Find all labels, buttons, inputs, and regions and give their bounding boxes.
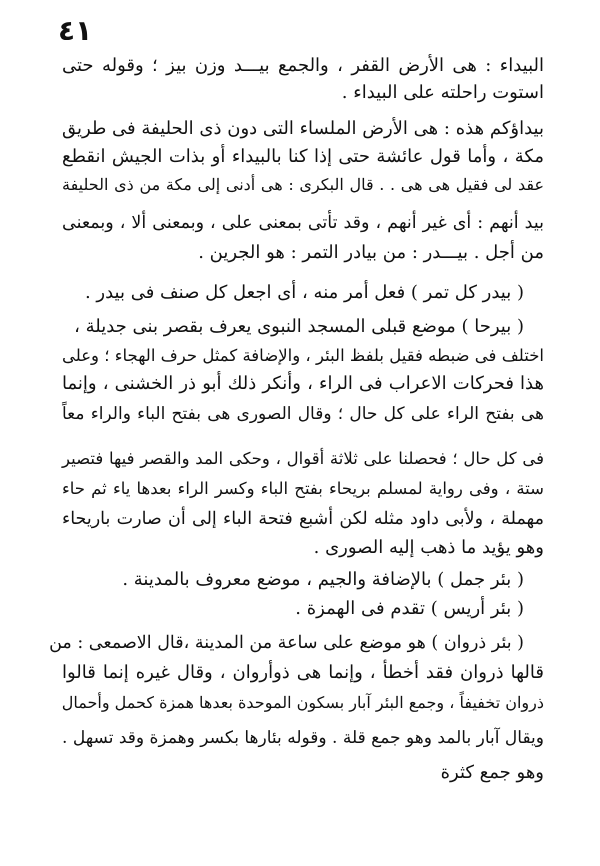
- text-line: هى بفتح الراء على كل حال ؛ وقال الصورى هى بفتح الباء والراء معاً: [62, 404, 544, 424]
- text-line: فى كل حال ؛ فحصلنا على ثلاثة أقوال ، وحكى المد والقصر فيها فتصير: [62, 449, 544, 468]
- text-line: قالها ذروان فقد أخطأ ، وإنما هى ذوأروان ، وقال غيره إنما قالوا: [62, 662, 544, 683]
- text-line: ستة ، وفى رواية لمسلم بريحاء بفتح الباء وكسر الراء بعدها ياء ثم حاء: [62, 479, 544, 498]
- text-line: وهو جمع كثرة: [440, 762, 544, 783]
- text-line: هذا فحركات الاعراب فى الراء ، وأنكر ذلك أبو ذر الخشنى ، وإنما: [62, 373, 544, 394]
- text-line: ( بئر جمل ) بالإضافة والجيم ، موضع معروف بالمدينة .: [122, 569, 524, 590]
- text-line: بيداؤكم هذه : هى الأرض الملساء التى دون ذى الحليفة فى طريق: [62, 118, 544, 139]
- text-line: البيداء : هى الأرض القفر ، والجمع بيـــد وزن بيز ؛ وقوله حتى: [62, 55, 544, 76]
- text-line: مهملة ، ولأبى داود مثله لكن أشبع فتحة الباء إلى أن صارت باريحاء: [62, 509, 544, 529]
- text-line: عقد لى فقيل هى هى . . قال البكرى : هى أدنى إلى مكة من ذى الحليفة: [62, 175, 544, 194]
- text-line: استوت راحلته على البيداء .: [341, 82, 544, 103]
- text-line: وهو يؤيد ما ذهب إليه الصورى .: [313, 537, 544, 558]
- page-number: ٤١: [58, 14, 93, 47]
- text-line: بيد أنهم : أى غير أنهم ، وقد تأتى بمعنى على ، وبمعنى ألا ، وبمعنى: [62, 213, 544, 233]
- text-line: ( بيرحا ) موضع قبلى المسجد النبوى يعرف بقصر بنى جديلة ،: [74, 316, 524, 337]
- text-line: ( بيدر كل تمر ) فعل أمر منه ، أى اجعل كل صنف فى بيدر .: [84, 282, 524, 303]
- text-line: ذروان تخفيفاً ، وجمع البئر آبار بسكون الموحدة بعدها همزة كحمل وأحمال: [61, 693, 544, 712]
- text-line: مكة ، وأما قول عائشة حتى إذا كنا بالبيداء أو بذات الجيش انقطع: [62, 146, 544, 167]
- text-line: من أجل . بيـــدر : من بيادر التمر : هو الجرين .: [198, 242, 544, 263]
- text-line: ( بئر أريس ) تقدم فى الهمزة .: [295, 598, 524, 619]
- text-line: اختلف فى ضبطه فقيل بلفظ البئر ، والإضافة كمثل حرف الهجاء ؛ وعلى: [62, 346, 544, 365]
- text-line: ويقال آبار بالمد وهو جمع قلة . وقوله بئارها بكسر وهمزة وقد تسهل .: [62, 728, 544, 748]
- text-line: ( بئر ذروان ) هو موضع على ساعة من المدينة ،قال الاصمعى : من: [49, 633, 524, 653]
